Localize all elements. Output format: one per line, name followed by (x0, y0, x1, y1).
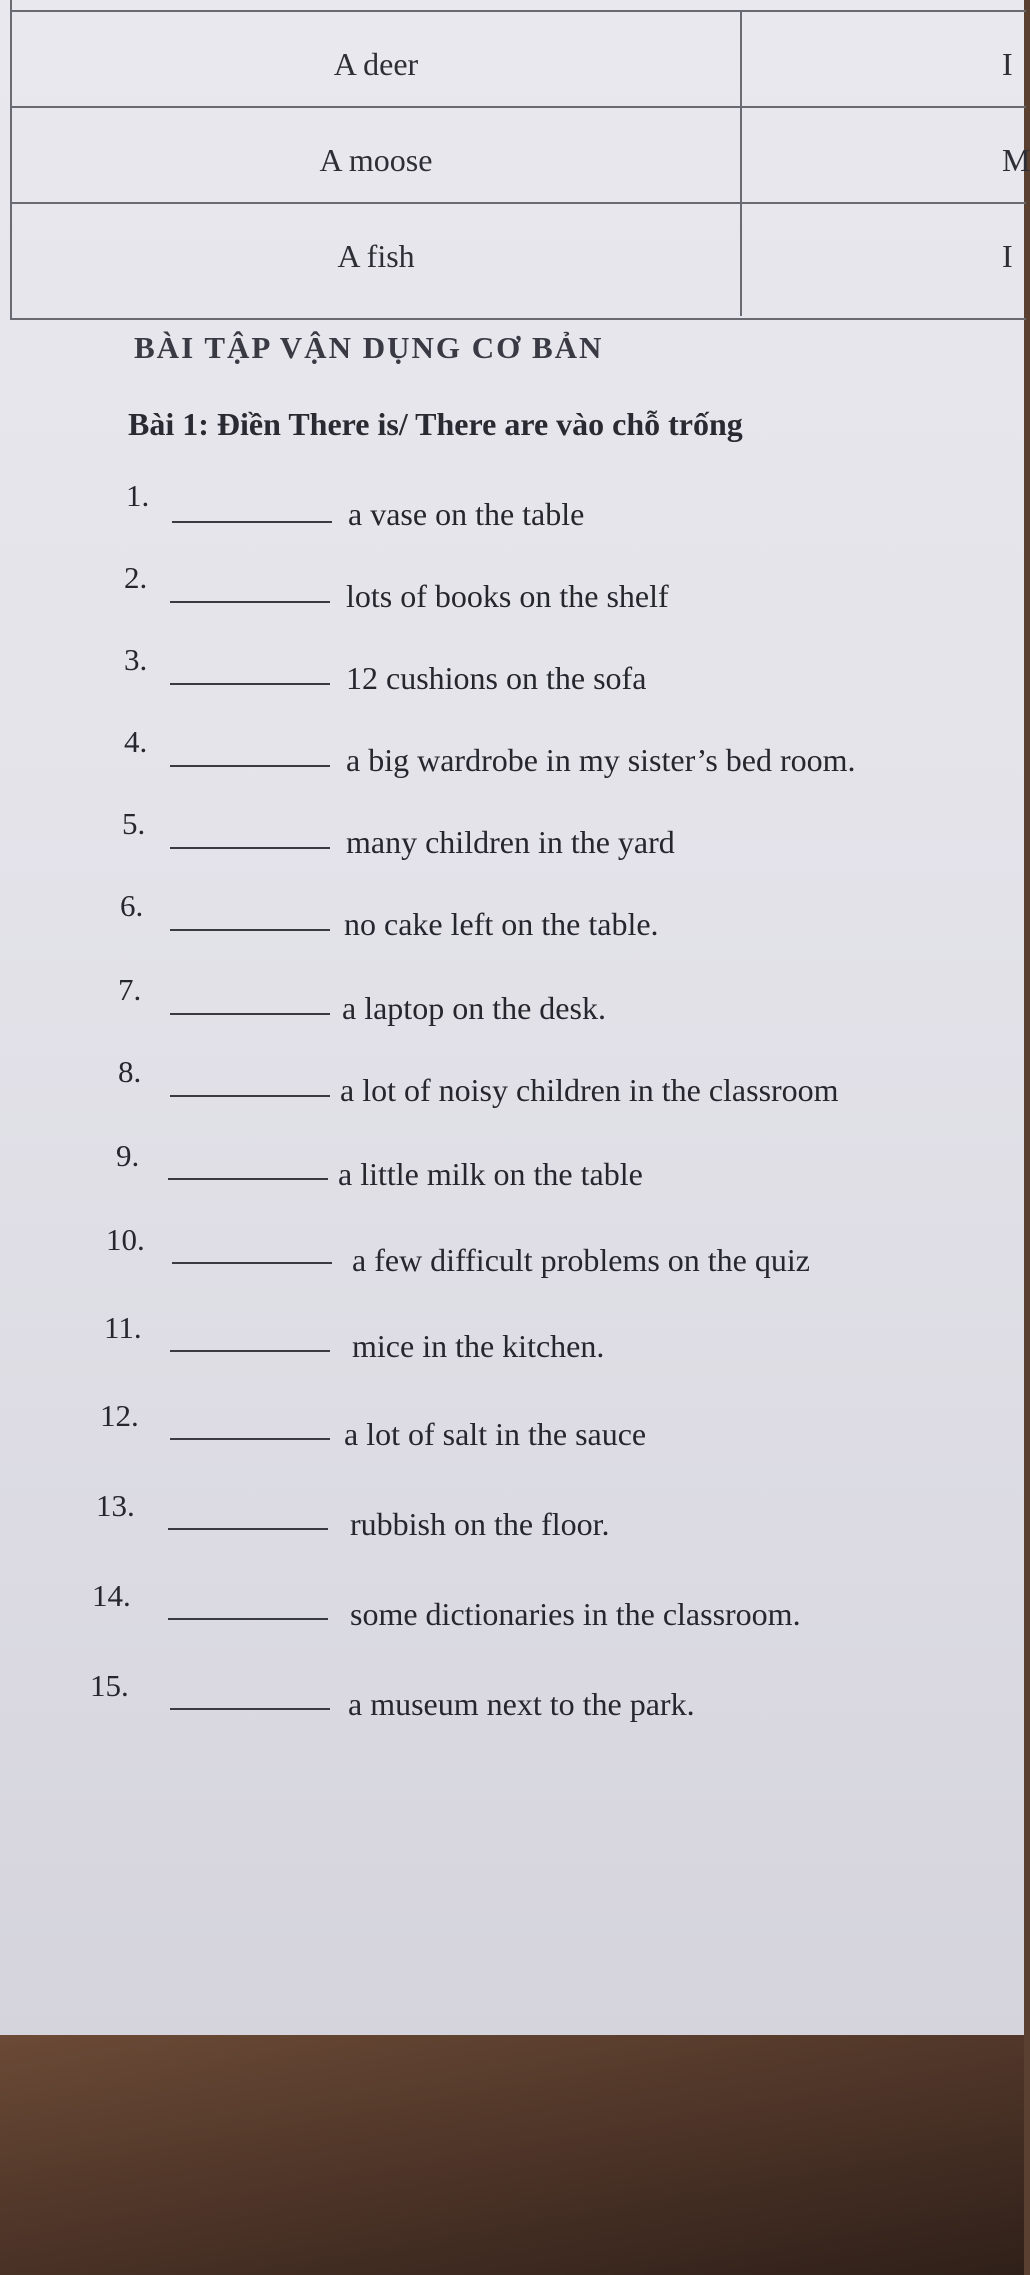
item-text: a lot of noisy children in the classroom (340, 1072, 839, 1108)
list-item (0, 806, 1024, 866)
table-surface (0, 2035, 1024, 2275)
item-number: 3. (124, 642, 148, 677)
list-item (0, 560, 1024, 620)
list-item (0, 1138, 1024, 1198)
table-cell (12, 204, 742, 316)
item-number: 2. (124, 560, 148, 595)
item-text: 12 cushions on the sofa (346, 660, 647, 696)
item-number: 4. (124, 724, 148, 759)
list-item (0, 642, 1024, 702)
table-cell (12, 12, 742, 108)
table-cell-text: I (1002, 238, 1013, 274)
answer-blank[interactable] (170, 929, 330, 931)
answer-blank[interactable] (170, 1013, 330, 1015)
animal-table (10, 0, 1030, 320)
item-text: a few difficult problems on the quiz (352, 1242, 810, 1278)
item-text: a lot of salt in the sauce (344, 1416, 647, 1452)
list-item (0, 888, 1024, 948)
item-number: 1. (126, 478, 150, 513)
table-cell (12, 108, 742, 204)
item-number: 8. (118, 1054, 142, 1089)
table-row (12, 10, 1026, 108)
answer-blank[interactable] (170, 1095, 330, 1097)
answer-blank[interactable] (170, 1438, 330, 1440)
list-item (0, 724, 1024, 784)
list-item (0, 1222, 1024, 1282)
answer-blank[interactable] (172, 1262, 332, 1264)
list-item (0, 1668, 1024, 1728)
answer-blank[interactable] (170, 1350, 330, 1352)
table-cell-text: I (1002, 46, 1013, 82)
item-text: some dictionaries in the classroom. (350, 1596, 801, 1632)
item-text: a little milk on the table (338, 1156, 643, 1192)
table-row (12, 202, 1026, 316)
item-text: mice in the kitchen. (352, 1328, 605, 1364)
table-row (12, 106, 1030, 204)
answer-blank[interactable] (168, 1618, 328, 1620)
list-item (0, 1310, 1024, 1370)
item-number: 11. (104, 1310, 142, 1345)
item-text: a museum next to the park. (348, 1686, 695, 1722)
item-number: 9. (116, 1138, 140, 1173)
table-cell-text: A moose (319, 142, 433, 178)
item-number: 6. (120, 888, 144, 923)
item-text: a laptop on the desk. (342, 990, 606, 1026)
answer-blank[interactable] (168, 1528, 328, 1530)
item-number: 5. (122, 806, 146, 841)
item-text: rubbish on the floor. (350, 1506, 610, 1542)
item-number: 15. (90, 1668, 129, 1703)
item-text: many children in the yard (346, 824, 675, 860)
answer-blank[interactable] (170, 601, 330, 603)
exercise-instruction: Bài 1: Điền There is/ There are vào chỗ trống (128, 406, 743, 442)
item-number: 14. (92, 1578, 131, 1613)
item-number: 13. (96, 1488, 135, 1523)
item-text: a big wardrobe in my sister’s bed room. (346, 742, 856, 778)
table-cell-text: A deer (333, 46, 419, 82)
item-text: a vase on the table (348, 496, 585, 532)
table-cell-text: A fish (337, 238, 415, 274)
answer-blank[interactable] (168, 1178, 328, 1180)
item-number: 12. (100, 1398, 139, 1433)
table-cell-text: M (1002, 142, 1030, 178)
list-item (0, 1398, 1024, 1458)
list-item (0, 478, 1024, 538)
section-heading: BÀI TẬP VẬN DỤNG CƠ BẢN (134, 330, 604, 365)
answer-blank[interactable] (170, 683, 330, 685)
answer-blank[interactable] (170, 1708, 330, 1710)
item-number: 7. (118, 972, 142, 1007)
answer-blank[interactable] (172, 521, 332, 523)
answer-blank[interactable] (170, 847, 330, 849)
list-item (0, 972, 1024, 1032)
item-text: no cake left on the table. (344, 906, 659, 942)
item-number: 10. (106, 1222, 145, 1257)
item-text: lots of books on the shelf (346, 578, 669, 614)
list-item (0, 1578, 1024, 1638)
answer-blank[interactable] (170, 765, 330, 767)
list-item (0, 1054, 1024, 1114)
list-item (0, 1488, 1024, 1548)
